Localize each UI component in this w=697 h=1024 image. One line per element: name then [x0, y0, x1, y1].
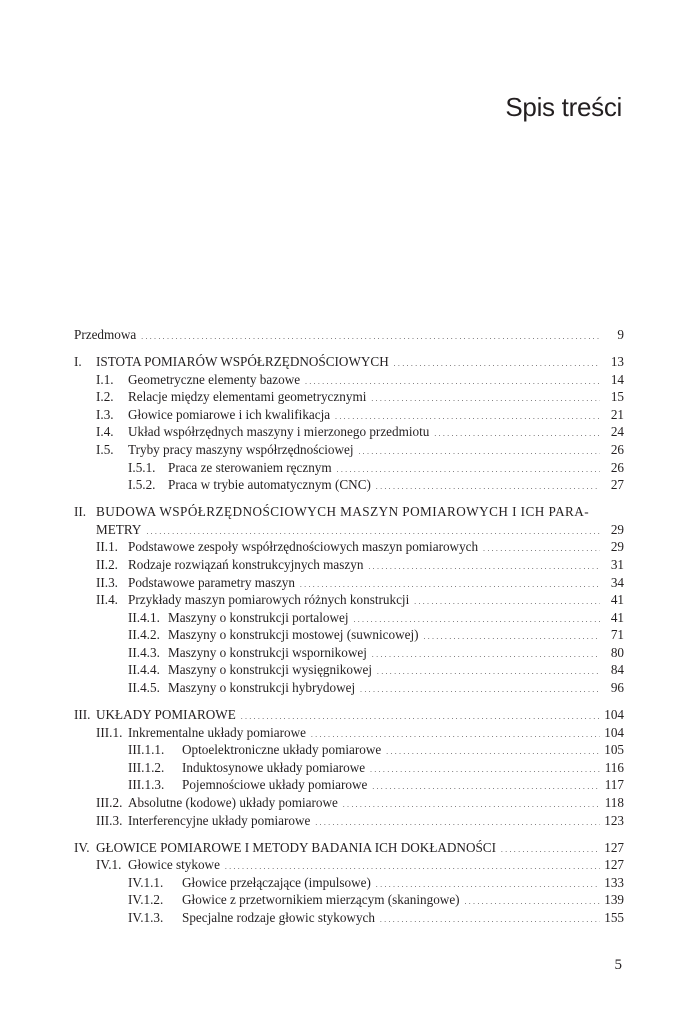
toc-entry-title: Absolutne (kodowe) układy pomiarowe: [128, 795, 338, 811]
dot-leader: [376, 476, 600, 497]
toc-entry: [74, 874, 624, 892]
toc-entry-title: Praca w trybie automatycznym (CNC): [168, 477, 371, 493]
toc-entry-page: 29: [610, 539, 624, 555]
toc-entry-page: 118: [604, 795, 624, 811]
toc-entry: [74, 503, 624, 521]
toc-entry-page: 41: [610, 609, 624, 625]
toc-entry: [74, 556, 624, 574]
dot-leader: [360, 679, 600, 700]
toc-entry-title: Maszyny o konstrukcji portalowej: [168, 609, 349, 625]
toc-entry-continuation: [74, 521, 624, 539]
toc-entry-number: III.1.2.: [128, 759, 165, 775]
toc-entry-number: II.: [74, 504, 87, 520]
toc-entry-page: 104: [604, 724, 624, 740]
toc-entry-title: Inkrementalne układy pomiarowe: [128, 724, 306, 740]
toc-entry: [74, 724, 624, 742]
toc-entry-title: Interferencyjne układy pomiarowe: [128, 812, 311, 828]
toc-entry-page: 26: [610, 441, 624, 457]
toc-entry-page: 127: [604, 839, 624, 855]
toc-entry: [74, 476, 624, 494]
toc-entry-number: III.1.3.: [128, 777, 165, 793]
toc-entry-title: Głowice pomiarowe i ich kwalifikacja: [128, 406, 331, 422]
toc-entry-page: 14: [610, 371, 624, 387]
toc-entry-title-continuation: METRY: [96, 521, 142, 537]
toc-entry-number: IV.1.3.: [128, 909, 164, 925]
toc-entry-number: IV.1.2.: [128, 892, 164, 908]
toc-entry-title: Optoelektroniczne układy pomiarowe: [182, 742, 382, 758]
toc-entry-number: II.2.: [96, 556, 118, 572]
toc-entry-number: I.1.: [96, 371, 114, 387]
toc-entry-title: Relacje między elementami geometrycznymi: [128, 389, 367, 405]
dot-leader: [380, 909, 600, 930]
toc-entry-number: IV.1.1.: [128, 874, 164, 890]
toc-entry-page: 127: [604, 857, 624, 873]
toc-entry-title: Układ współrzędnych maszyny i mierzonego przedmiotu: [128, 424, 430, 440]
toc-entry-page: 139: [604, 892, 624, 908]
toc-entry: [74, 353, 624, 371]
toc-entry-title: GŁOWICE POMIAROWE I METODY BADANIA ICH DOKŁADNOŚCI: [96, 839, 496, 855]
toc-entry-number: I.5.2.: [128, 477, 156, 493]
toc-entry-title: ISTOTA POMIARÓW WSPÓŁRZĘDNOŚCIOWYCH: [96, 353, 389, 369]
toc-entry: [74, 856, 624, 874]
toc-entry-page: 24: [610, 424, 624, 440]
toc-entry-page: 13: [610, 353, 624, 369]
toc-entry-page: 155: [604, 909, 624, 925]
toc-entry-title: Maszyny o konstrukcji wysięgnikowej: [168, 662, 373, 678]
toc-entry-number: II.4.5.: [128, 680, 160, 696]
page-number: 5: [614, 957, 622, 973]
toc-entry-title: Specjalne rodzaje głowic stykowych: [182, 909, 375, 925]
toc-entry-title: BUDOWA WSPÓŁRZĘDNOŚCIOWYCH MASZYN POMIAROWYCH I ICH PARA-: [96, 504, 590, 520]
toc-entry: [74, 909, 624, 927]
toc-entry-number: II.4.2.: [128, 627, 160, 643]
toc-entry-page: 27: [610, 477, 624, 493]
toc-entry-title: Praca ze sterowaniem ręcznym: [168, 459, 332, 475]
toc-entry: [74, 371, 624, 389]
table-of-contents: [74, 326, 624, 927]
toc-entry-number: I.2.: [96, 389, 114, 405]
toc-entry-number: II.4.4.: [128, 662, 160, 678]
toc-entry: [74, 891, 624, 909]
toc-entry-number: II.1.: [96, 539, 118, 555]
toc-entry: [74, 388, 624, 406]
toc-entry-title: Rodzaje rozwiązań konstrukcyjnych maszyn: [128, 556, 364, 572]
toc-entry-page: 26: [610, 459, 624, 475]
toc-entry: [74, 759, 624, 777]
toc-entry: [74, 794, 624, 812]
toc-entry-number: I.: [74, 353, 82, 369]
toc-entry-page: 29: [610, 521, 624, 537]
toc-entry-title: Przykłady maszyn pomiarowych różnych konstrukcji: [128, 592, 410, 608]
toc-entry-title: Głowice przełączające (impulsowe): [182, 874, 371, 890]
toc-entry-title: Maszyny o konstrukcji hybrydowej: [168, 680, 356, 696]
toc-entry-title: Głowice stykowe: [128, 857, 220, 873]
toc-entry-number: II.4.: [96, 592, 118, 608]
toc-entry-number: IV.: [74, 839, 90, 855]
toc-entry-page: 123: [604, 812, 624, 828]
toc-entry: [74, 679, 624, 697]
toc-entry-title: Głowice z przetwornikiem mierzącym (skaningowe): [182, 892, 460, 908]
toc-entry: [74, 644, 624, 662]
toc-entry: [74, 626, 624, 644]
toc-entry: [74, 574, 624, 592]
toc-entry-number: I.5.: [96, 441, 114, 457]
toc-entry: [74, 839, 624, 857]
toc-entry-page: 84: [610, 662, 624, 678]
toc-entry: [74, 459, 624, 477]
toc-entry: [74, 741, 624, 759]
toc-entry-title: Przedmowa: [74, 327, 137, 342]
toc-entry-title: Pojemnościowe układy pomiarowe: [182, 777, 368, 793]
toc-entry-page: 31: [610, 556, 624, 572]
toc-entry: [74, 538, 624, 556]
dot-leader: [141, 326, 600, 347]
toc-entry-number: III.1.: [96, 724, 123, 740]
toc-entry: [74, 326, 624, 344]
toc-entry-page: 116: [604, 759, 624, 775]
toc-entry-page: 80: [610, 644, 624, 660]
toc-entry-number: II.3.: [96, 574, 118, 590]
toc-entry-number: I.4.: [96, 424, 114, 440]
toc-entry-number: IV.1.: [96, 857, 122, 873]
toc-entry-page: 133: [604, 874, 624, 890]
toc-entry: [74, 706, 624, 724]
toc-entry-page: 71: [610, 627, 624, 643]
toc-entry-number: III.2.: [96, 795, 123, 811]
toc-entry: [74, 441, 624, 459]
toc-entry-number: II.4.1.: [128, 609, 160, 625]
toc-entry-title: UKŁADY POMIAROWE: [96, 707, 236, 723]
toc-entry-number: III.: [74, 707, 91, 723]
toc-entry-page: 117: [604, 777, 624, 793]
toc-entry-title: Induktosynowe układy pomiarowe: [182, 759, 366, 775]
toc-entry-title: Podstawowe parametry maszyn: [128, 574, 295, 590]
page-title: Spis treści: [505, 92, 622, 122]
toc-entry-page: 41: [610, 592, 624, 608]
toc-entry-number: II.4.3.: [128, 644, 160, 660]
toc-entry-number: III.3.: [96, 812, 123, 828]
toc-entry: [74, 661, 624, 679]
toc-entry-title: Podstawowe zespoły współrzędnościowych maszyn pomiarowych: [128, 539, 479, 555]
toc-entry: [74, 609, 624, 627]
toc-entry-number: III.1.1.: [128, 742, 165, 758]
toc-entry-title: Maszyny o konstrukcji wspornikowej: [168, 644, 367, 660]
toc-entry: [74, 423, 624, 441]
toc-entry-title: Geometryczne elementy bazowe: [128, 371, 301, 387]
toc-entry-page: 21: [610, 406, 624, 422]
toc-entry: [74, 406, 624, 424]
toc-entry-number: I.3.: [96, 406, 114, 422]
dot-leader: [315, 812, 600, 833]
toc-entry: [74, 812, 624, 830]
toc-entry-title: Maszyny o konstrukcji mostowej (suwnicowej): [168, 627, 419, 643]
toc-entry-page: 96: [610, 680, 624, 696]
toc-entry: [74, 591, 624, 609]
toc-entry: [74, 776, 624, 794]
toc-entry-page: 9: [617, 327, 624, 342]
toc-entry-page: 15: [610, 389, 624, 405]
toc-entry-title: Tryby pracy maszyny współrzędnościowej: [128, 441, 354, 457]
toc-entry-page: 105: [604, 742, 624, 758]
toc-entry-page: 104: [604, 707, 624, 723]
toc-entry-page: 34: [610, 574, 624, 590]
toc-entry-number: I.5.1.: [128, 459, 156, 475]
